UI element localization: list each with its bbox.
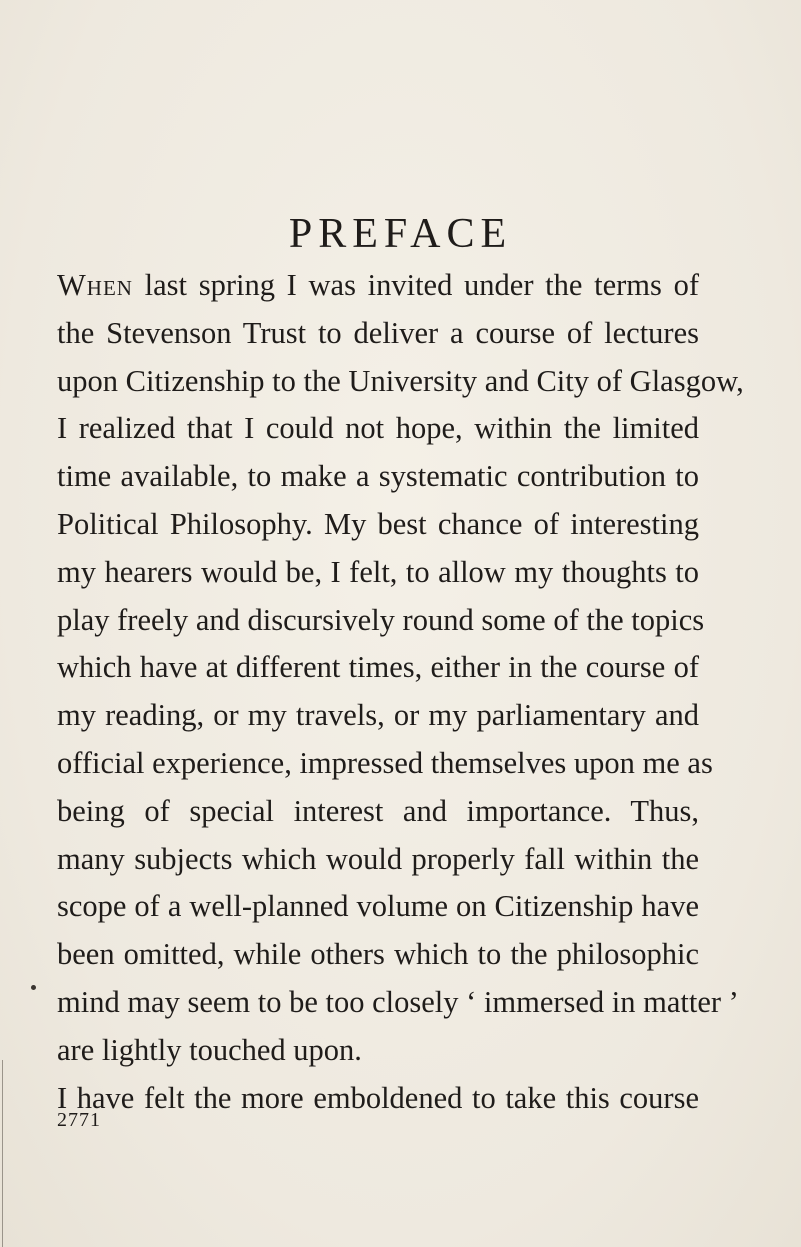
text-line: are lightly touched upon. [57,1032,362,1067]
text-line: the Stevenson Trust to deliver a course of lectures [57,315,699,350]
opening-word: When [57,268,133,302]
text-line: being of special interest and importance. Thus, [57,793,699,828]
text-line: my hearers would be, I felt, to allow my thoughts to [57,554,699,589]
text-line: I realized that I could not hope, within the limited [57,411,699,446]
text-line: upon Citizenship to the University and City of Glasgow, [57,363,744,398]
preface-body [57,262,744,1122]
text-line: mind may seem to be too closely ‘ immersed in matter ’ [57,984,739,1019]
margin-dot [31,985,36,990]
text-line-content: last spring I was invited under the terms of [132,268,699,302]
page-title: PREFACE [288,211,513,257]
text-line [57,262,699,310]
page-edge-line [2,1060,3,1247]
text-line: been omitted, while others which to the philosophic [57,937,699,972]
text-line: official experience, impressed themselves upon me as [57,745,713,780]
text-line: which have at different times, either in the course of [57,650,699,685]
text-line: play freely and discursively round some of the topics [57,602,705,637]
signature-mark: 2771 [57,1109,101,1131]
text-line: scope of a well-planned volume on Citizenship have [57,889,699,924]
text-line: many subjects which would properly fall within the [57,841,699,876]
text-line: I have felt the more emboldened to take this course [57,1080,699,1115]
text-line: my reading, or my travels, or my parliamentary and [57,698,699,733]
text-line: time available, to make a systematic contribution to [57,459,699,494]
text-line: Political Philosophy. My best chance of interesting [57,506,699,541]
